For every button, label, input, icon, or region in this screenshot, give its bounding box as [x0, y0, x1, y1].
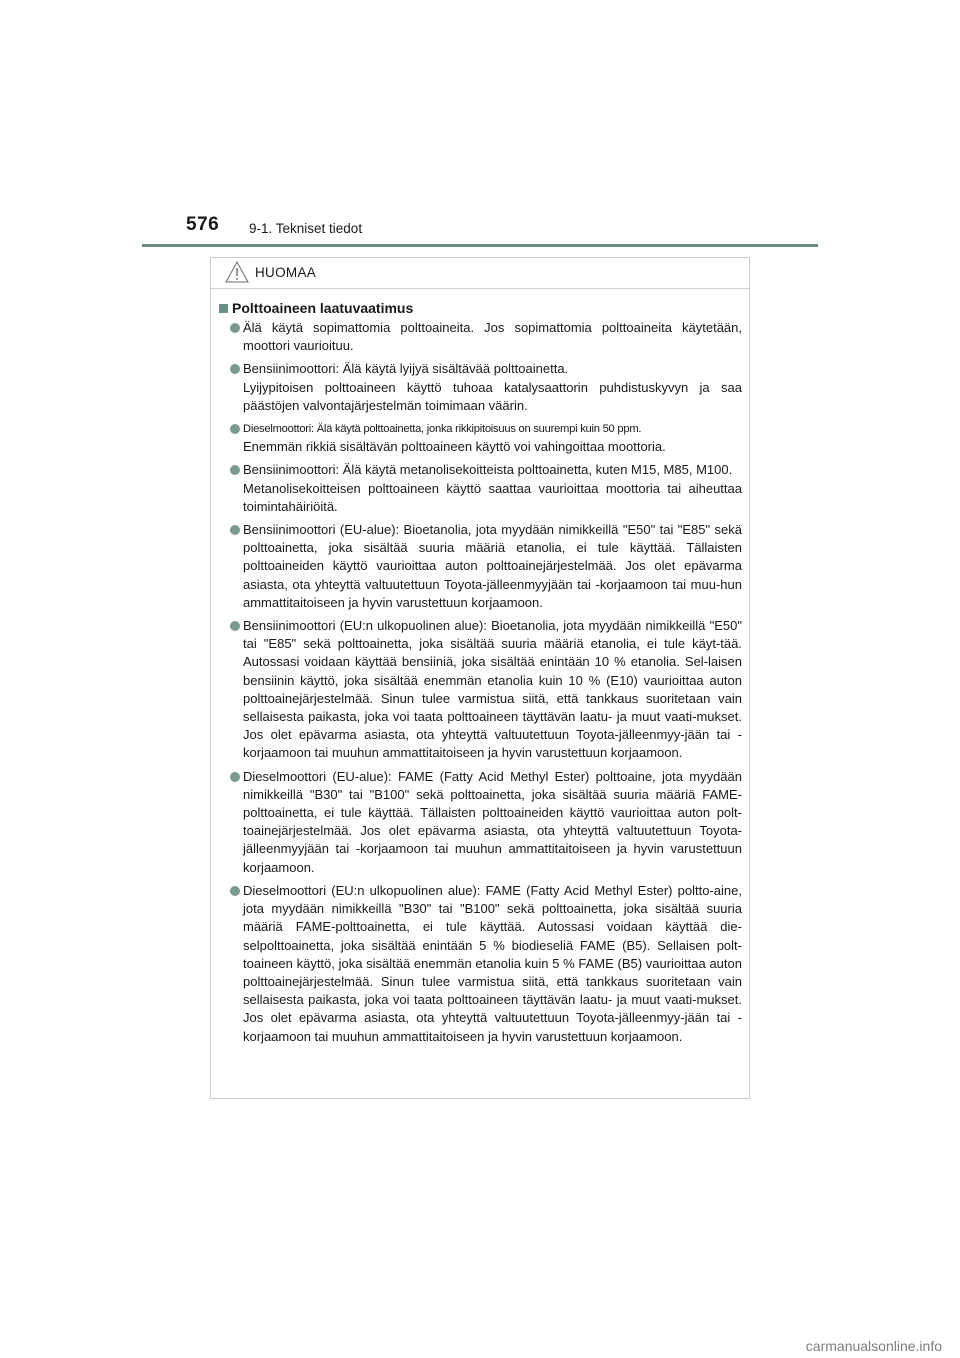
- list-item: [218, 461, 742, 516]
- warning-triangle-icon: [225, 261, 249, 283]
- notice-header: [211, 258, 749, 289]
- list-item: [218, 882, 742, 1046]
- bullet-icon: [230, 465, 240, 475]
- list-item: [218, 521, 742, 612]
- item-text: Bensiinimoottori (EU-alue): Bioetanolia, jota myydään nimikkeillä "E50" tai "E85" sekä polttoainetta, joka sisältää suuria määriä etanolia, ei tule käyttää. Tällaisten polttoaineiden käyttö vaurioittaa auton polttoainejärjestelmää. Jos olet epävarma asiasta, ota yhteyttä valtuutettuun Toyota-jälleenmyyjään tai -korjaamoon tai muu-hun ammattitaitoiseen ja hyvin varustettuun korjaamoon.: [243, 522, 742, 610]
- notice-box: [210, 257, 750, 1099]
- list-item: [218, 319, 742, 355]
- subheading: [218, 300, 742, 316]
- bullet-icon: [230, 323, 240, 333]
- item-text: Bensiinimoottori: Älä käytä metanolisekoitteista polttoainetta, kuten M15, M85, M100.: [243, 462, 733, 478]
- notice-list: [218, 319, 742, 1046]
- list-item: [218, 617, 742, 763]
- bullet-icon: [230, 525, 240, 535]
- page-number: 576: [186, 214, 220, 235]
- section-title: 9-1. Tekniset tiedot: [249, 221, 363, 236]
- list-item: [218, 360, 742, 415]
- item-text: Bensiinimoottori (EU:n ulkopuolinen alue): Bioetanolia, jota myydään nimikkeillä "E50" tai "E85" sekä polttoainetta, joka sisältää suuria määriä etanolia, ei tule käyt-tää. Autossasi voidaan käyttää bensiiniä, joka sisältää enintään 10 % etanolia. Sel-laisen bensiinin käyttö, joka sisältää enemmän etanolia kuin 10 % (E10) vaurioittaa auton polttoainejärjestelmää. Sinun tulee varmistua siitä, että tankkaus suoritetaan vain sellaisesta paikasta, joka voi taata polttoaineen täyttävän laatu- ja muut vaati-mukset. Jos olet epävarma asiasta, ota yhteyttä valtuutettuun Toyota-jälleenmyy-jään tai -korjaamoon tai muuhun ammattitaitoiseen ja hyvin varustettuun korjaamoon.: [243, 618, 742, 761]
- square-bullet-icon: [219, 304, 228, 313]
- bullet-icon: [230, 364, 240, 374]
- notice-body: [211, 289, 749, 1046]
- watermark: carmanualsonline.info: [805, 1338, 942, 1354]
- item-text: Älä käytä sopimattomia polttoaineita. Jos sopimattomia polttoaineita käytetään, moottori vaurioituu.: [243, 320, 742, 354]
- bullet-icon: [230, 424, 240, 434]
- item-text: Dieselmoottori (EU:n ulkopuolinen alue): FAME (Fatty Acid Methyl Ester) poltto-aine, jota myydään nimikkeillä "B30" tai "B100" sekä polttoainetta, joka sisältää suuria määriä FAME-polttoainetta, ei tule käyttää. Autossasi voidaan käyttää die-selpolttoainetta, joka sisältää enintään 5 % biodieseliä FAME (B5). Sellaisen polt-toaineen käyttö, joka sisältää enemmän etanolia kuin 5 % FAME (B5) vaurioittaa auton polttoainejärjestelmää. Sinun tulee varmistua siitä, että tankkaus suoritetaan vain sellaisesta paikasta, joka voi taata polttoaineen täyttävän laatu- ja muut vaati-mukset. Jos olet epävarma asiasta, ota yhteyttä valtuutettuun Toyota-jälleenmyy-jään tai -korjaamoon tai muuhun ammattitaitoiseen ja hyvin varustettuun korjaamoon.: [243, 882, 742, 1044]
- item-text: Bensiinimoottori: Älä käytä lyijyä sisältävää polttoainetta.: [243, 361, 569, 377]
- item-text: Dieselmoottori (EU-alue): FAME (Fatty Acid Methyl Ester) polttoaine, jota myydään nimikkeillä "B30" tai "B100" sekä polttoainetta, joka sisältää suuria määriä FAME-polttoainetta, ei tule käyttää. Tällaisten polttoaineiden käyttö vaurioittaa auton polt-toainejärjestelmää. Jos olet epävarma asiasta, ota yhteyttä valtuutettuun Toyota-jälleenmyyjään tai -korjaamoon tai muuhun ammattitaitoiseen ja hyvin varustettuun korjaamoon.: [243, 768, 742, 875]
- bullet-icon: [230, 621, 240, 631]
- item-text: Lyijypitoisen polttoaineen käyttö tuhoaa katalysaattorin puhdistuskyvyn ja saa päästöjen valvontajärjestelmän toimimaan väärin.: [243, 379, 742, 413]
- header-rule: [142, 244, 818, 247]
- list-item: [218, 768, 742, 877]
- bullet-icon: [230, 772, 240, 782]
- item-text: Enemmän rikkiä sisältävän polttoaineen käyttö voi vahingoittaa moottoria.: [243, 439, 666, 455]
- item-text: Metanolisekoitteisen polttoaineen käyttö saattaa vaurioittaa moottoria tai aiheuttaa toimintahäiriöitä.: [243, 480, 742, 514]
- bullet-icon: [230, 886, 240, 896]
- list-item: [218, 420, 742, 456]
- notice-title: HUOMAA: [255, 265, 317, 280]
- item-text: Dieselmoottori: Älä käytä polttoainetta, jonka rikkipitoisuus on suurempi kuin 50 ppm.: [243, 423, 642, 436]
- subheading-text: Polttoaineen laatuvaatimus: [232, 300, 414, 316]
